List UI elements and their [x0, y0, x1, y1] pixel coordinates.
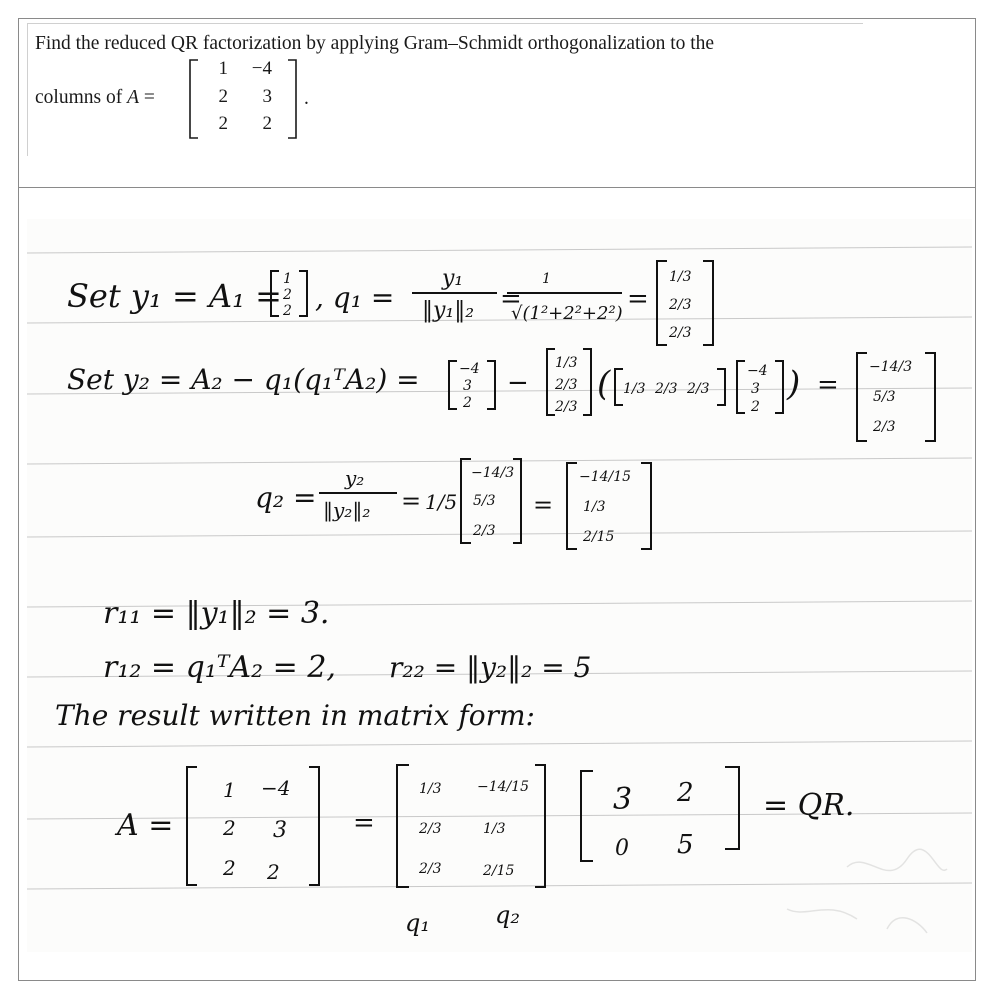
q1T-entry: 2/3 [687, 381, 710, 397]
A2b-entry: −4 [747, 363, 768, 379]
q1-label: , q₁ = [315, 281, 395, 314]
q2-caption: q₂ [495, 901, 520, 929]
paren-close: ) [787, 364, 801, 404]
line1-prefix: Set y₁ = A₁ = [67, 277, 282, 315]
q2-label: q₂ = [255, 481, 317, 514]
y2-entry: 2/3 [473, 523, 496, 539]
R-cell: 5 [677, 830, 694, 860]
minus: − [507, 368, 529, 398]
handwritten-solution [27, 219, 972, 952]
q1T-entry: 1/3 [623, 381, 646, 397]
matrix-A [188, 58, 298, 140]
columns-text: columns of [35, 87, 123, 108]
result-label: The result written in matrix form: [55, 699, 535, 732]
q1-caption: q₁ [405, 909, 430, 937]
section-divider [18, 187, 976, 188]
Q-cell: 2/3 [419, 861, 442, 877]
q2-entry: 2/15 [583, 529, 615, 545]
bracket [397, 765, 409, 887]
final-A-cell: 2 [267, 860, 280, 884]
matrix-cell: 2 [218, 113, 228, 134]
matrix-cell: 2 [262, 113, 272, 134]
r12: r₁₂ = q₁ᵀA₂ = 2, [103, 650, 336, 685]
q1-entry: 1/3 [669, 269, 692, 285]
equals-sign: = [143, 87, 155, 108]
bracket [583, 349, 591, 415]
Q-cell: 2/3 [419, 821, 442, 837]
A1-entry: 1 [283, 271, 292, 287]
equals: = [500, 284, 522, 314]
bracket [641, 463, 651, 549]
bracket [717, 369, 725, 405]
matrix-cell: 3 [262, 86, 272, 107]
final-A-cell: 1 [223, 778, 236, 802]
A2-entry: 3 [463, 378, 472, 394]
bracket [581, 771, 593, 861]
A2-entry: −4 [459, 361, 480, 377]
r11: r₁₁ = ‖y₁‖₂ = 3. [103, 596, 330, 631]
line2-prefix: Set y₂ = A₂ − q₁(q₁ᵀA₂) = [67, 363, 420, 396]
matrix-cell: 1 [218, 58, 228, 79]
bracket [615, 369, 623, 405]
equals: = [401, 487, 422, 515]
q1T-entry: 2/3 [655, 381, 678, 397]
y2-entry: 5/3 [873, 389, 896, 405]
R-cell: 2 [677, 778, 694, 808]
bracket [657, 261, 667, 345]
frac-num: y₂ [345, 466, 365, 490]
bracket [737, 361, 745, 413]
bracket [513, 459, 521, 543]
q1-entry: 2/3 [555, 377, 578, 393]
q1-entry: 1/3 [555, 355, 578, 371]
period: . [304, 88, 309, 109]
matrix-name: A [127, 87, 139, 108]
q1-entry: 2/3 [555, 399, 578, 415]
frac-num: y₁ [442, 266, 464, 291]
q1-entry: 2/3 [669, 325, 692, 341]
frac-den: ‖y₂‖₂ [323, 498, 371, 522]
columns-label [35, 87, 155, 109]
q2-entry: −14/15 [579, 469, 632, 485]
bracket [309, 767, 319, 885]
A2-entry: 2 [463, 395, 472, 411]
equals: = [353, 808, 375, 838]
y2-entry: 5/3 [473, 493, 496, 509]
bracket [925, 353, 935, 441]
notebook-page [27, 219, 972, 952]
equals: = [817, 370, 839, 400]
y2-entry: −14/3 [869, 359, 913, 375]
final-A-cell: 2 [223, 856, 236, 880]
bracket [187, 767, 197, 885]
num-vector: 1 [542, 271, 551, 287]
bracket [299, 271, 307, 316]
Q-cell: 2/15 [483, 863, 515, 879]
Q-cell: −14/15 [477, 779, 530, 795]
paren-open: ( [597, 364, 611, 404]
A1-entry: 2 [283, 287, 292, 303]
q2-entry: 1/3 [583, 499, 606, 515]
A1-entry: 2 [283, 303, 292, 319]
equals: = [533, 491, 554, 519]
eq-QR: = QR. [763, 788, 855, 823]
problem-prompt: Find the reduced QR factorization by applying Gram–Schmidt orthogonalization to the [35, 33, 715, 54]
y2-entry: −14/3 [471, 465, 515, 481]
scalar: 1/5 [425, 490, 458, 514]
q1-entry: 2/3 [669, 297, 692, 313]
Q-cell: 1/3 [419, 781, 442, 797]
A2b-entry: 3 [751, 381, 760, 397]
bracket [535, 765, 545, 887]
den-sqrt: √(1²+2²+2²) [511, 303, 623, 324]
y2-entry: 2/3 [873, 419, 896, 435]
final-A-cell: 2 [223, 816, 236, 840]
Q-cell: 1/3 [483, 821, 506, 837]
bracket [547, 349, 555, 415]
final-A-label: A = [117, 808, 174, 843]
bracket [775, 361, 783, 413]
matrix-cell: −4 [251, 58, 272, 79]
R-cell: 0 [615, 836, 629, 861]
matrix-cell: 2 [218, 86, 228, 107]
bracket [449, 361, 457, 409]
bracket [461, 459, 471, 543]
bracket [725, 767, 739, 849]
frac-den: ‖y₁‖₂ [422, 298, 475, 323]
r22: r₂₂ = ‖y₂‖₂ = 5 [389, 651, 592, 684]
bracket [567, 463, 577, 549]
equals: = [627, 284, 649, 314]
bleed-through-marks [787, 849, 947, 933]
bracket [857, 353, 867, 441]
bracket [487, 361, 495, 409]
final-A-cell: −4 [261, 776, 291, 800]
R-cell: 3 [613, 782, 633, 817]
final-A-cell: 3 [273, 818, 287, 843]
A2b-entry: 2 [751, 399, 760, 415]
bracket [703, 261, 713, 345]
